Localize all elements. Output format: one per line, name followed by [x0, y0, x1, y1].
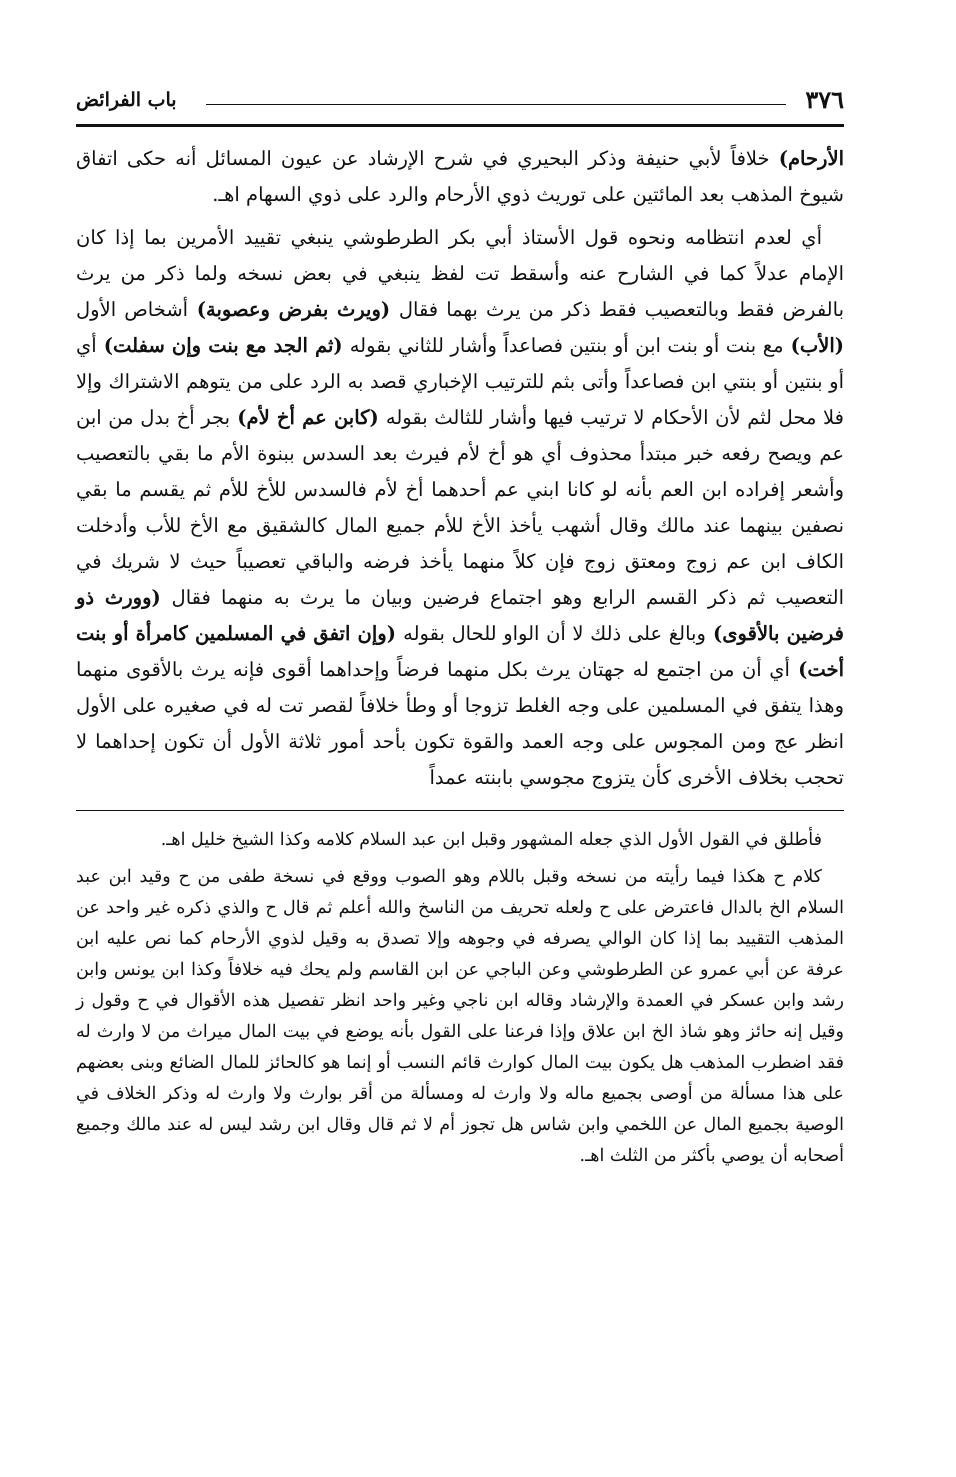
matn-quote: (ثم الجد مع بنت وإن سفلت) [96, 334, 350, 357]
commentary-text: أي أن من اجتمع له جهتان يرث بكل منهما فرضاً وإحداهما أقوى فإنه يرث بالأقوى منهما وهذا يتفق في المسلمين على وجه الغلط تزوجا أو وطأ خلافاً لقصر تت له في صغيره على الأول انظر عج ومن المجوس على وجه العمد والقوة تكون بأحد أمور ثلاثة الأول أن تكون إحداهما لا تحجب بخلاف الأخرى كأن يتزوج مجوسي بابنته عمداً [76, 658, 844, 789]
page-number: ٣٧٦ [805, 85, 844, 114]
matn-quote: (ويرث بفرض وعصوبة) [188, 298, 399, 321]
commentary-text: أشخاص الأول [76, 298, 189, 321]
header-rule [206, 104, 786, 105]
matn-quote: (وإن اتفق في المسلمين كامرأة أو بنت أخت) [76, 622, 844, 681]
main-paragraph-1 [76, 141, 844, 213]
main-text [76, 141, 844, 796]
commentary-text: أي لعدم انتظامه ونحوه قول الأستاذ أبي بكر الطرطوشي ينبغي تقييد الأمرين بما إذا كان الإمام عدلاً كما في الشارح عنه وأسقط تت لفظ ينبغي في بعض نسخه ولما ذكر من يرث بالفرض فقط وبالتعصيب فقط ذكر من يرث بهما فقال [76, 226, 844, 321]
footnote-separator [76, 810, 844, 811]
matn-quote: (الأب) [783, 334, 845, 357]
commentary-text: وبالغ على ذلك لا أن الواو للحال بقوله [403, 622, 706, 645]
matn-quote: (وورث ذو فرضين بالأقوى) [76, 586, 844, 645]
footnote-1: فأطلق في القول الأول الذي جعله المشهور وقبل ابن عبد السلام كلامه وكذا الشيخ خليل اهـ. [160, 830, 822, 850]
commentary-text: مع بنت أو بنت ابن أو بنتين فصاعداً وأشار للثاني بقوله [349, 334, 784, 357]
main-paragraph-2 [76, 220, 844, 796]
chapter-title: باب الفرائض [76, 89, 177, 111]
commentary-text: خلافاً لأبي حنيفة وذكر البحيري في شرح الإرشاد عن عيون المسائل أنه حكى اتفاق شيوخ المذهب بعد المائتين على توريث ذوي الأرحام والرد على ذوي السهام اهـ. [76, 147, 844, 206]
matn-quote: (كابن عم أخ لأم) [230, 406, 386, 429]
matn-quote: الأرحام) [778, 147, 844, 170]
footnotes [76, 825, 844, 1172]
footnote-2: كلام ح هكذا فيما رأيته من نسخه وقبل باللام وهو الصوب ووقع في نسخة طفى من ح وقيد ابن عبد السلام الخ بالدال فاعترض على ح ولعله تحريف من الناسخ والله أعلم ثم قال ح والذي ذكره غير واحد عن المذهب التقييد بما إذا كان الوالي يصرفه في وجوهه وإلا تصدق به وقيل لذوي الأرحام كما نص عليه ابن عرفة عن أبي عمرو عن الطرطوشي وعن الباجي عن ابن القاسم ولم يحك فيه خلافاً وكذا ابن يونس وابن رشد وابن عسكر في العمدة والإرشاد وقاله ابن ناجي وغير واحد انظر تفصيل هذه الأقوال في ح وقول ز وقيل إنه حائز وهو شاذ الخ ابن علاق وإذا فرعنا على القول بأنه يوضع في بيت المال ميراث من لا وارث له فقد اضطرب المذهب هل يكون بيت المال كوارث قائم النسب أو إنما هو كالحائز للمال الضائع وبنى بعضهم على هذا مسألة من أوصى بجميع ماله ولا وارث له ومسألة من أقر بوارث ولا وارث له وذكر الخلاف في الوصية بجميع المال عن اللخمي وابن شاس هل تجوز أم لا ثم قال وقال ابن رشد ليس له عند مالك وجميع أصحابه أن يوصي بأكثر من الثلث اهـ. [76, 867, 845, 1166]
commentary-text: بجر أخ بدل من ابن عم ويصح رفعه خبر مبتدأ محذوف أي هو أخ لأم فيرث بعد السدس ببنوة الأم ما بقي بالتعصيب وأشعر إفراده ابن العم بأنه لو كانا ابني عم أحدهما أخ لأم فالسدس للأخ للأم ثم يقسم ما بقي نصفين بينهما عند مالك وقال أشهب يأخذ الأخ للأم جميع المال كالشقيق مع الأخ للأب وأدخلت الكاف ابن عم زوج ومعتق زوج فإن كلاً منهما يأخذ فرضه والباقي تعصيباً حيث لا شريك في التعصيب ثم ذكر القسم الرابع وهو اجتماع فرضين وبيان ما يرث به منهما فقال [76, 406, 844, 609]
book-page [76, 86, 844, 1426]
page-header [76, 86, 844, 127]
commentary-text: أي أو بنتين أو بنتي ابن فصاعداً وأتى بثم للترتيب الإخباري قصد به الرد على من يتوهم الاشتراك وإلا فلا محل لثم لأن الأحكام لا ترتيب فيها وأشار للثالث بقوله [76, 334, 844, 429]
